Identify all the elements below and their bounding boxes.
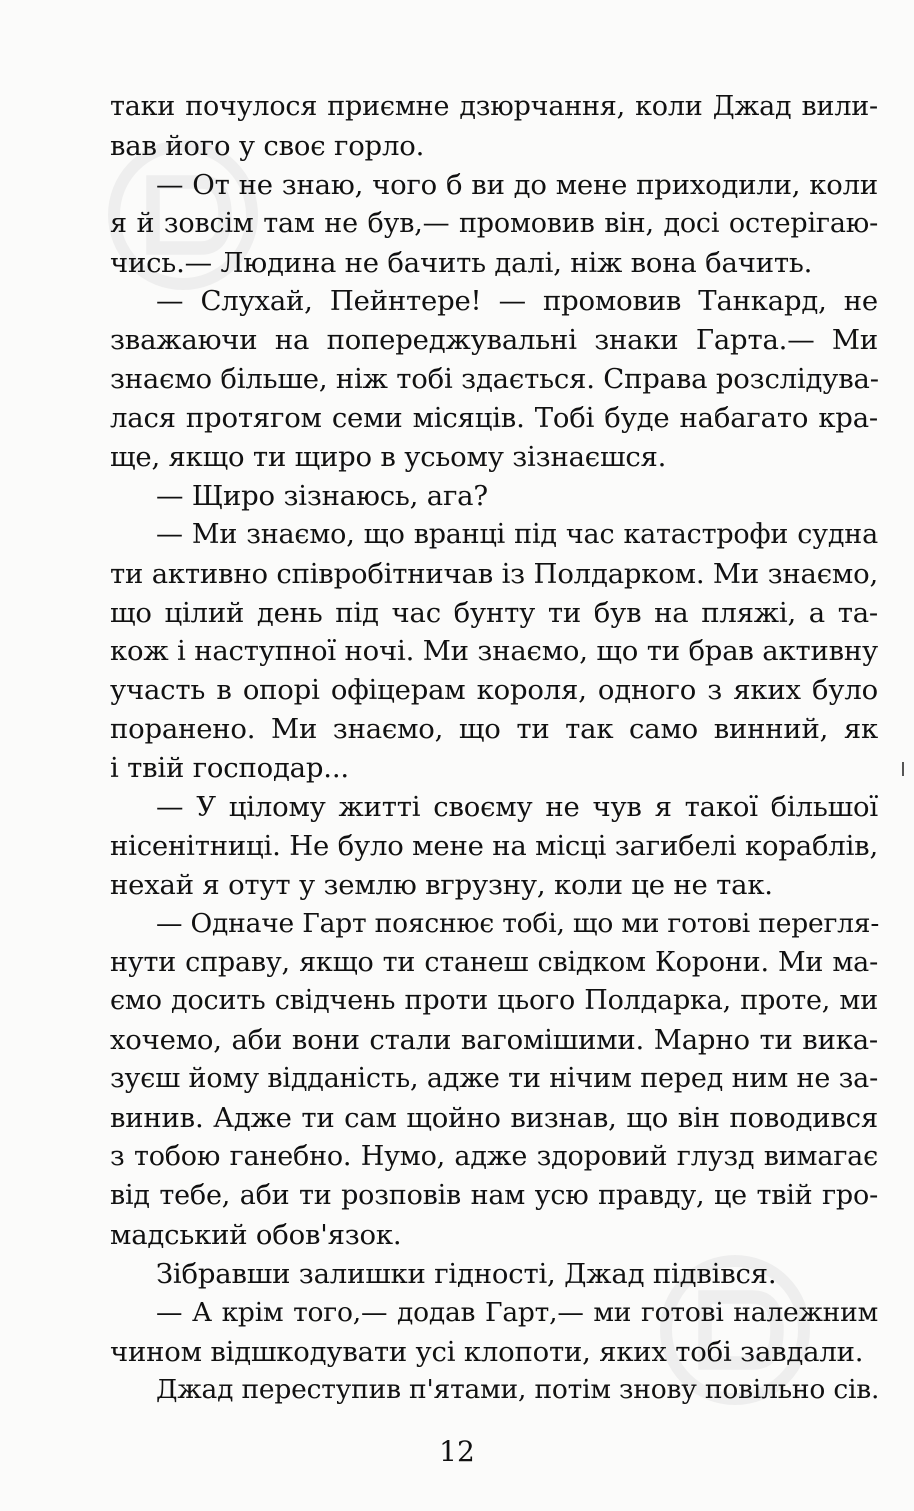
body-text [110, 88, 878, 1410]
text-line: Джад переступив п'ятами, потім знову повільно сів. [156, 1374, 880, 1406]
text-line: від тебе, аби ти розповів нам усю правду, це твій гро- [110, 1179, 878, 1211]
text-line: і твій господар... [110, 752, 349, 785]
text-line: зважаючи на попереджувальні знаки Гарта.— Ми [110, 324, 878, 357]
text-line: нути справу, якщо ти станеш свідком Корони. Ми ма- [110, 946, 878, 978]
text-line: ще, якщо ти щиро в усьому зізнаєшся. [110, 441, 667, 474]
text-line: — Одначе Гарт пояснює тобі, що ми готові перегля- [156, 907, 880, 939]
text-line: я й зовсім там не був,— промовив він, досі остерігаю- [110, 207, 878, 239]
text-line: таки почулося приємне дзюрчання, коли Джад вили- [110, 91, 878, 122]
text-line: ти активно співробітничав із Полдарком. Ми знаємо, [110, 557, 878, 590]
text-line: що цілий день під час бунту ти був на пляжі, а та- [110, 596, 878, 629]
text-line: ємо досить свідчень проти цього Полдарка, проте, ми [110, 985, 878, 1017]
text-line: Зібравши залишки гідності, Джад підвівся. [156, 1257, 777, 1290]
text-line: лася протягом семи місяців. Тобі буде набагато кра- [110, 402, 878, 435]
text-line: вав його у своє горло. [110, 129, 425, 162]
text-line: — Слухай, Пейнтере! — промовив Танкард, не [156, 285, 878, 318]
text-line: хочемо, аби вони стали вагомішими. Марно ти вика- [110, 1024, 878, 1057]
text-line: мадський обов'язок. [110, 1218, 402, 1251]
text-line: — У цілому житті своєму не чув я такої більшої [156, 791, 878, 824]
text-line: з тобою ганебно. Нумо, адже здоровий глузд вимагає [110, 1141, 878, 1173]
text-line: знаємо більше, ніж тобі здається. Справа розслідува- [110, 363, 879, 396]
text-line: нехай я отут у землю вгрузну, коли це не так. [110, 868, 773, 901]
text-line: чись.— Людина не бачить далі, ніж вона бачить. [110, 246, 813, 279]
text-line: кож і наступної ночі. Ми знаємо, що ти брав активну [110, 635, 878, 668]
text-line: — Ми знаємо, що вранці під час катастрофи судна [156, 518, 878, 550]
text-line: — От не знаю, чого б ви до мене приходили, коли [156, 168, 878, 201]
text-line: — А крім того,— додав Гарт,— ми готові належним [156, 1296, 878, 1328]
text-line: участь в опорі офіцерам короля, одного з яких було [110, 674, 878, 707]
text-line: нісенітниці. Не було мене на місці загибелі кораблів, [110, 829, 878, 862]
page-number: 12 [439, 1435, 475, 1468]
text-line: — Щиро зізнаюсь, ага? [156, 479, 488, 512]
text-line: чином відшкодувати усі клопоти, яких тобі завдали. [110, 1335, 864, 1368]
margin-mark [902, 762, 904, 776]
text-line: поранено. Ми знаємо, що ти так само винний, як [110, 713, 878, 746]
text-line: зуєш йому відданість, адже ти нічим перед ним не за- [110, 1063, 878, 1095]
text-line: винив. Адже ти сам щойно визнав, що він поводився [110, 1102, 878, 1135]
